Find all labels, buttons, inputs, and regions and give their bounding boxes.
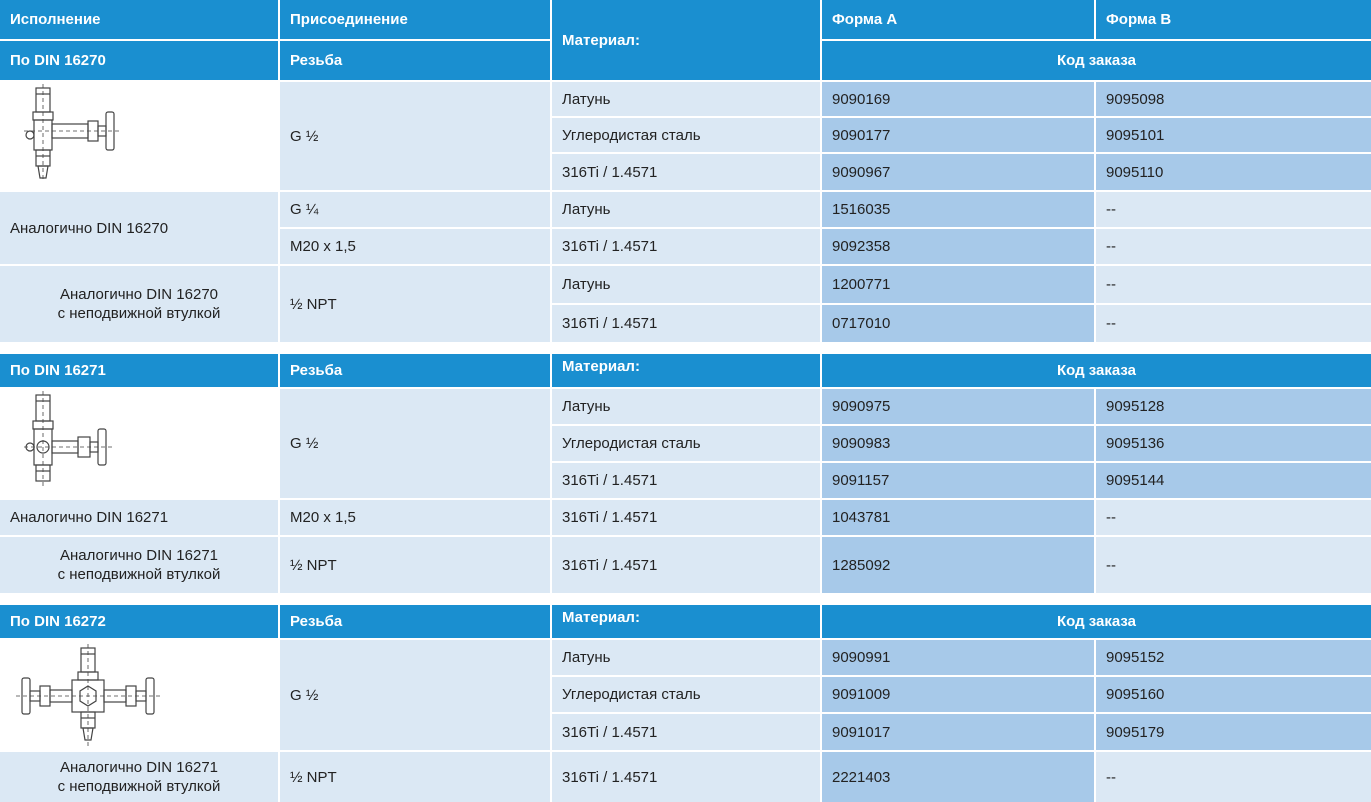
order-code-b-cell: -- (1096, 500, 1371, 535)
order-code-b-cell: 9095144 (1096, 463, 1371, 498)
order-code-a-cell: 2221403 (822, 752, 1094, 802)
order-code-a-cell: 9090177 (822, 118, 1094, 152)
material-cell: 316Ti / 1.4571 (552, 305, 820, 342)
connection-cell: M20 x 1,5 (280, 500, 550, 535)
connection-cell: ½ NPT (280, 266, 550, 342)
column-header-material: Материал: (552, 0, 820, 80)
order-code-a-cell: 9090967 (822, 154, 1094, 190)
connection-cell: G ¼ (280, 192, 550, 227)
valve-diagram (0, 389, 278, 498)
order-code-b-cell: 9095128 (1096, 389, 1371, 424)
order-code-b-cell: 9095136 (1096, 426, 1371, 461)
order-code-a-cell: 9092358 (822, 229, 1094, 264)
order-code-b-cell: -- (1096, 192, 1371, 227)
thread-header: Резьба (280, 41, 550, 80)
material-cell: Латунь (552, 192, 820, 227)
order-code-a-cell: 1516035 (822, 192, 1094, 227)
order-code-header: Код заказа (822, 605, 1371, 638)
material-cell: Латунь (552, 82, 820, 116)
connection-cell: M20 x 1,5 (280, 229, 550, 264)
column-header-form-b: Форма B (1096, 0, 1371, 39)
version-cell: Аналогично DIN 16271 с неподвижной втулкой (0, 537, 278, 593)
straight-valve-icon (0, 82, 278, 190)
material-header: Материал: (552, 605, 820, 638)
order-code-a-cell: 9091017 (822, 714, 1094, 750)
order-code-a-cell: 1043781 (822, 500, 1094, 535)
order-code-a-cell: 9090169 (822, 82, 1094, 116)
section-title: По DIN 16271 (0, 354, 278, 387)
material-cell: 316Ti / 1.4571 (552, 752, 820, 802)
section-title: По DIN 16272 (0, 605, 278, 638)
cross-valve-icon (0, 640, 278, 750)
material-cell: Углеродистая сталь (552, 677, 820, 712)
material-cell: Углеродистая сталь (552, 426, 820, 461)
material-cell: 316Ti / 1.4571 (552, 537, 820, 593)
column-header-version: Исполнение (0, 0, 278, 39)
material-cell: Латунь (552, 640, 820, 675)
order-code-b-cell: -- (1096, 229, 1371, 264)
order-code-a-cell: 9090975 (822, 389, 1094, 424)
connection-cell: ½ NPT (280, 752, 550, 802)
order-code-a-cell: 9090991 (822, 640, 1094, 675)
order-code-b-cell: 9095110 (1096, 154, 1371, 190)
version-cell: Аналогично DIN 16271 с неподвижной втулкой (0, 752, 278, 802)
material-cell: Латунь (552, 389, 820, 424)
order-code-b-cell: 9095179 (1096, 714, 1371, 750)
connection-cell: G ½ (280, 389, 550, 498)
column-header-form-a: Форма A (822, 0, 1094, 39)
material-header: Материал: (552, 354, 820, 387)
order-code-a-cell: 9090983 (822, 426, 1094, 461)
connection-cell: G ½ (280, 82, 550, 190)
order-code-b-cell: 9095152 (1096, 640, 1371, 675)
valve-diagram (0, 640, 278, 750)
order-code-a-cell: 0717010 (822, 305, 1094, 342)
order-code-a-cell: 1285092 (822, 537, 1094, 593)
column-header-connection: Присоединение (280, 0, 550, 39)
material-cell: 316Ti / 1.4571 (552, 154, 820, 190)
valve-diagram (0, 82, 278, 190)
order-code-b-cell: -- (1096, 266, 1371, 303)
order-code-b-cell: -- (1096, 752, 1371, 802)
order-code-b-cell: 9095098 (1096, 82, 1371, 116)
material-cell: Латунь (552, 266, 820, 303)
material-cell: Углеродистая сталь (552, 118, 820, 152)
material-cell: 316Ti / 1.4571 (552, 500, 820, 535)
material-cell: 316Ti / 1.4571 (552, 229, 820, 264)
section-title: По DIN 16270 (0, 41, 278, 80)
order-code-b-cell: -- (1096, 305, 1371, 342)
order-code-header: Код заказа (822, 41, 1371, 80)
thread-header: Резьба (280, 354, 550, 387)
thread-header: Резьба (280, 605, 550, 638)
version-cell: Аналогично DIN 16271 (0, 500, 278, 535)
version-cell: Аналогично DIN 16270 (0, 192, 278, 264)
order-code-header: Код заказа (822, 354, 1371, 387)
connection-cell: G ½ (280, 640, 550, 750)
connection-cell: ½ NPT (280, 537, 550, 593)
material-cell: 316Ti / 1.4571 (552, 714, 820, 750)
material-cell: 316Ti / 1.4571 (552, 463, 820, 498)
order-code-a-cell: 1200771 (822, 266, 1094, 303)
version-cell: Аналогично DIN 16270 с неподвижной втулкой (0, 266, 278, 342)
order-code-b-cell: -- (1096, 537, 1371, 593)
order-code-b-cell: 9095160 (1096, 677, 1371, 712)
order-code-a-cell: 9091157 (822, 463, 1094, 498)
t-valve-icon (0, 389, 278, 498)
order-code-a-cell: 9091009 (822, 677, 1094, 712)
order-code-b-cell: 9095101 (1096, 118, 1371, 152)
